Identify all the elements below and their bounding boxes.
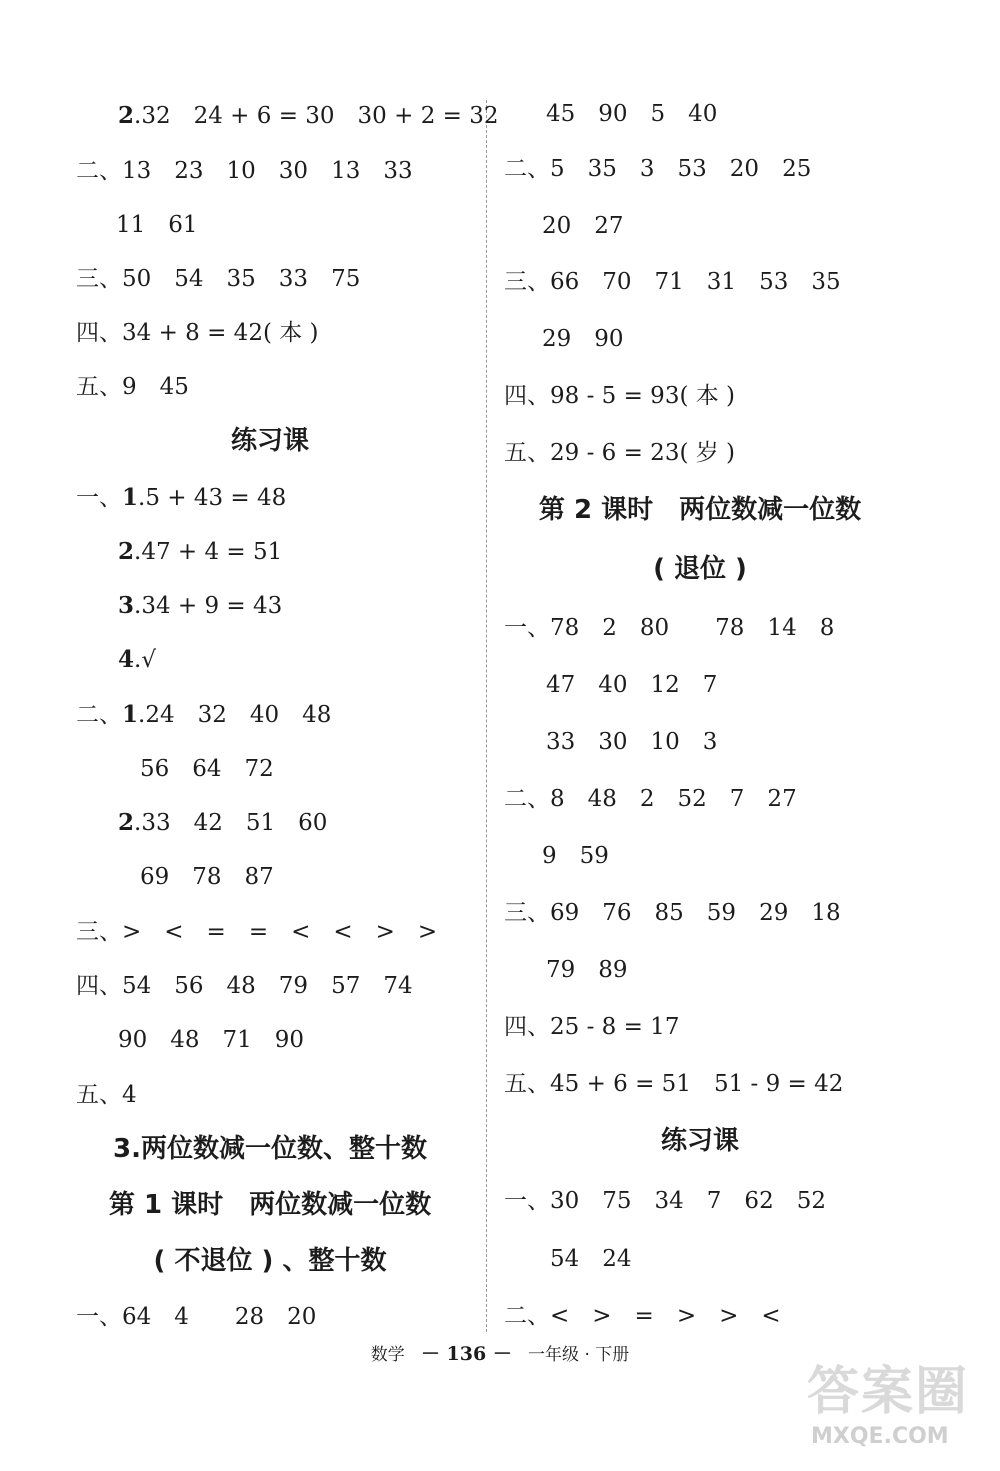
watermark-url: MXQE.COM [811,1424,949,1449]
left-line-2: 二、13 23 10 30 13 33 [76,158,413,184]
page-number: － 136 － [420,1343,512,1365]
left-line-14: 69 78 87 [140,864,274,890]
answer-text: .33 42 51 60 [134,810,328,836]
right-line-5: 29 90 [542,326,624,352]
left-line-16: 四、54 56 48 79 57 74 [76,973,413,999]
answer-text: .34 + 9 = 43 [134,593,283,619]
answer-text: .47 + 4 = 51 [134,539,283,565]
answer-text: .24 32 40 48 [138,702,332,728]
right-line-17: 一、30 75 34 7 62 52 [504,1188,826,1214]
left-line-12: 56 64 72 [140,756,274,782]
lesson-subheading-2: ( 退位 ) [653,554,747,584]
item-number: 4 [118,646,135,673]
right-line-18: 54 24 [550,1246,632,1272]
answer-text: .√ [134,647,156,673]
lesson-heading-2: 第 2 课时 两位数减一位数 [538,495,862,525]
right-line-9: 47 40 12 7 [546,672,718,698]
right-line-2: 二、5 35 3 53 20 25 [504,156,812,182]
watermark-logo-text: 答案圈 [807,1362,970,1422]
right-line-14: 79 89 [546,957,628,983]
section-label: 二、 [76,702,122,728]
left-line-18: 五、4 [76,1082,137,1108]
item-number: 2 [118,809,135,836]
footer-grade: 一年级 · 下册 [528,1345,630,1365]
site-watermark [807,1362,982,1457]
left-line-5: 四、34 + 8 = 42( 本 ) [76,320,319,346]
section-heading-practice-2: 练习课 [660,1126,739,1156]
left-line-4: 三、50 54 35 33 75 [76,266,361,292]
right-line-4: 三、66 70 71 31 53 35 [504,269,841,295]
right-line-16: 五、45 + 6 = 51 51 - 9 = 42 [504,1071,844,1097]
left-line-11 [76,700,331,730]
right-line-19: 二、< > = > > < [504,1303,781,1329]
section-label: 一、 [76,485,122,511]
answer-text: .32 24 + 6 = 30 30 + 2 = 32 [134,103,499,129]
item-number: 3 [118,592,135,619]
right-line-13: 三、69 76 85 59 29 18 [504,900,841,926]
left-line-15: 三、> < = = < < > > [76,919,438,945]
left-line-7 [76,483,286,513]
right-line-15: 四、25 - 8 = 17 [504,1014,680,1040]
right-line-7: 五、29 - 6 = 23( 岁 ) [504,440,736,466]
left-line-1 [118,101,499,131]
right-line-1: 45 90 5 40 [546,101,718,127]
answer-text: .5 + 43 = 48 [138,485,287,511]
left-line-6: 五、9 45 [76,374,189,400]
footer-subject: 数学 [370,1345,405,1365]
item-number: 1 [122,484,139,511]
lesson-heading-1: 第 1 课时 两位数减一位数 [108,1190,432,1220]
left-line-13 [118,808,327,838]
column-divider [486,100,487,1332]
item-number: 2 [118,102,135,129]
left-line-17: 90 48 71 90 [118,1027,305,1053]
lesson-subheading-1: ( 不退位 ) 、整十数 [153,1246,387,1276]
item-number: 2 [118,538,135,565]
right-line-6: 四、98 - 5 = 93( 本 ) [504,383,736,409]
right-line-12: 9 59 [542,843,609,869]
left-line-10 [118,645,156,675]
left-line-8 [118,537,282,567]
left-line-3: 11 61 [116,212,198,238]
section-heading-practice: 练习课 [230,426,309,456]
unit-heading: 3.两位数减一位数、整十数 [113,1134,427,1164]
left-line-9 [118,591,282,621]
item-number: 1 [122,701,139,728]
right-line-8: 一、78 2 80 78 14 8 [504,615,835,641]
right-line-10: 33 30 10 3 [546,729,718,755]
left-line-19: 一、64 4 28 20 [76,1304,317,1330]
right-line-3: 20 27 [542,213,624,239]
right-line-11: 二、8 48 2 52 7 27 [504,786,797,812]
